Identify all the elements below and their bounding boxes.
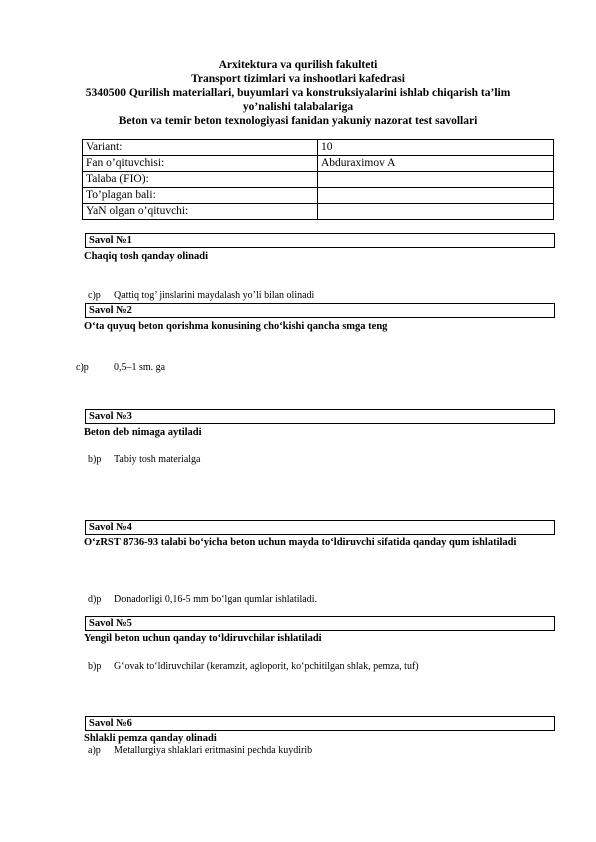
question-text: Yengil beton uchun qanday to‘ldiruvchilar ishlatiladi <box>84 633 322 644</box>
answer-text: Donadorligi 0,16-5 mm bo‘lgan qumlar ishlatiladi. <box>114 594 318 605</box>
question-text: O‘ta quyuq beton qorishma konusining cho‘kishi qancha smga teng <box>84 321 388 332</box>
answer <box>88 594 317 606</box>
info-row-score <box>83 188 554 204</box>
info-row-variant <box>83 140 554 156</box>
info-label: To’plagan bali: <box>83 188 318 204</box>
answer-text: 0,5–1 sm. ga <box>114 362 166 373</box>
answer <box>88 661 419 673</box>
answer-letter: b)p <box>88 661 102 672</box>
answer-letter: c)p <box>76 362 89 373</box>
info-value <box>318 204 554 220</box>
question-title: Savol №2 <box>85 303 555 318</box>
answer <box>88 745 312 757</box>
info-value: 10 <box>318 140 554 156</box>
answer-text: Tabiy tosh materialga <box>114 454 201 465</box>
info-row-examiner <box>83 204 554 220</box>
faculty-title: Arxitektura va qurilish fakulteti <box>218 59 378 71</box>
question-text: O‘zRST 8736-93 talabi bo‘yicha beton uchun mayda to‘ldiruvchi sifatida qanday qum ishlatiladi <box>84 537 517 548</box>
info-row-student <box>83 172 554 188</box>
question-title: Savol №6 <box>85 716 555 731</box>
question-text: Shlakli pemza qanday olinadi <box>84 733 217 744</box>
question-title: Savol №3 <box>85 409 555 424</box>
info-label: Fan o’qituvchisi: <box>83 156 318 172</box>
answer-letter: b)p <box>88 454 102 465</box>
department-title: Transport tizimlari va inshootlari kafedrasi <box>191 73 405 85</box>
answer-letter: a)p <box>88 745 101 756</box>
info-label: YaN olgan o’qituvchi: <box>83 204 318 220</box>
answer <box>88 290 314 302</box>
info-label: Talaba (FIO): <box>83 172 318 188</box>
question-title: Savol №5 <box>85 616 555 631</box>
answer-text: G‘ovak to‘ldiruvchilar (keramzit, agloporit, ko‘pchitilgan shlak, pemza, tuf) <box>114 661 419 672</box>
answer-letter: d)p <box>88 594 102 605</box>
question-text: Beton deb nimaga aytiladi <box>84 427 202 438</box>
question-title: Savol №1 <box>85 233 555 248</box>
answer-text: Metallurgiya shlaklari eritmasini pechda kuydirib <box>114 745 313 756</box>
info-value <box>318 188 554 204</box>
info-label: Variant: <box>83 140 318 156</box>
student-info-table <box>82 139 554 220</box>
test-title: Beton va temir beton texnologiyasi fanidan yakuniy nazorat test savollari <box>118 115 478 127</box>
program-title: 5340500 Qurilish materiallari, buyumlari va konstruksiyalarini ishlab chiqarish ta’lim <box>85 87 511 99</box>
answer-letter: c)p <box>88 290 101 301</box>
answer <box>76 362 165 374</box>
question-text: Chaqiq tosh qanday olinadi <box>84 251 209 262</box>
info-row-teacher <box>83 156 554 172</box>
info-value: Abduraximov A <box>318 156 554 172</box>
info-value <box>318 172 554 188</box>
answer <box>88 454 201 466</box>
program-title-cont: yo’nalishi talabalariga <box>242 101 354 113</box>
answer-text: Qattiq tog’ jinslarini maydalash yo’li bilan olinadi <box>114 290 315 301</box>
question-title: Savol №4 <box>85 520 555 535</box>
